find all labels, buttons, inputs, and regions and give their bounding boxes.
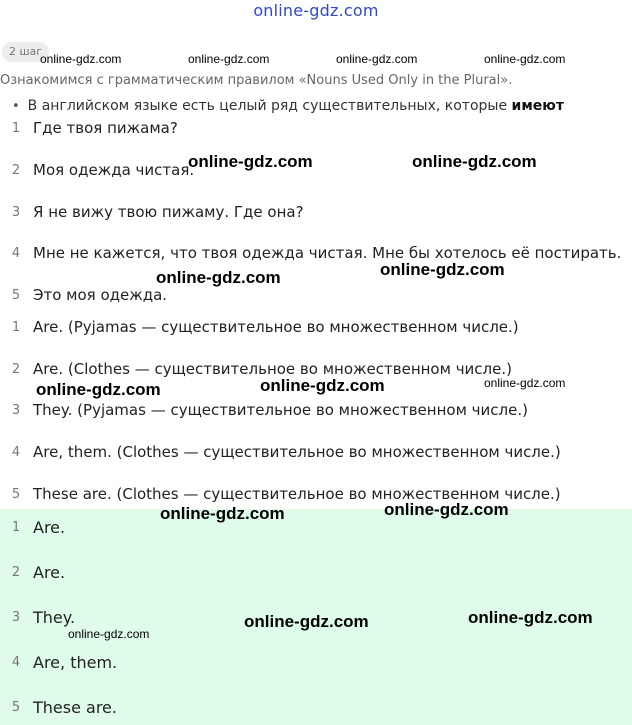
watermark: online-gdz.com bbox=[468, 608, 593, 627]
watermark: online-gdz.com bbox=[380, 260, 505, 279]
sentence-number: 1 bbox=[11, 121, 21, 136]
explanation-line: Are. (Clothes — существительное во множественном числе.) bbox=[33, 360, 512, 378]
answer-line: They. bbox=[33, 608, 76, 627]
watermark: online-gdz.com bbox=[412, 152, 537, 171]
explanation-number: 5 bbox=[11, 487, 21, 502]
answer-number: 2 bbox=[11, 565, 21, 580]
answer-line: Are. bbox=[33, 563, 66, 582]
explanation-line: They. (Pyjamas — существительное во множественном числе.) bbox=[33, 401, 528, 419]
bullet-text: В английском языке есть целый ряд существительных, которые bbox=[27, 98, 512, 114]
explanation-number: 3 bbox=[11, 403, 21, 418]
explanation-line: Are, them. (Clothes — существительное во множественном числе.) bbox=[33, 443, 561, 461]
answer-number: 1 bbox=[11, 520, 21, 535]
answer-number: 3 bbox=[11, 610, 21, 625]
watermark: online-gdz.com bbox=[40, 52, 122, 66]
watermark: online-gdz.com bbox=[36, 380, 161, 399]
sentence-number: 3 bbox=[11, 205, 21, 220]
watermark: online-gdz.com bbox=[260, 376, 385, 395]
rule-bullet bbox=[12, 98, 564, 114]
watermark: online-gdz.com bbox=[188, 152, 313, 171]
sentence-ru: Это моя одежда. bbox=[33, 286, 168, 304]
bullet-bold-text: имеют bbox=[511, 98, 565, 114]
bullet-dot-icon: • bbox=[12, 99, 20, 114]
site-title[interactable]: online-gdz.com bbox=[253, 1, 379, 20]
answer-line: These are. bbox=[33, 698, 117, 717]
sentence-number: 5 bbox=[11, 288, 21, 303]
sentence-number: 2 bbox=[11, 163, 21, 178]
sentence-ru: Я не вижу твою пижаму. Где она? bbox=[33, 203, 304, 221]
watermark: online-gdz.com bbox=[68, 627, 150, 641]
watermark: online-gdz.com bbox=[160, 504, 285, 523]
explanation-line: These are. (Clothes — существительное во множественном числе.) bbox=[33, 485, 561, 503]
watermark: online-gdz.com bbox=[336, 52, 418, 66]
answer-number: 4 bbox=[11, 655, 21, 670]
watermark: online-gdz.com bbox=[156, 268, 281, 287]
watermark: online-gdz.com bbox=[484, 52, 566, 66]
answer-line: Are, them. bbox=[33, 653, 118, 672]
sentence-number: 4 bbox=[11, 246, 21, 261]
explanation-number: 2 bbox=[11, 362, 21, 377]
sentence-ru: Где твоя пижама? bbox=[33, 119, 178, 137]
watermark: online-gdz.com bbox=[188, 52, 270, 66]
watermark: online-gdz.com bbox=[484, 376, 566, 390]
sentence-ru: Мне не кажется, что твоя одежда чистая. Мне бы хотелось её постирать. bbox=[33, 244, 622, 262]
step-badge: 2 шаг bbox=[2, 42, 49, 62]
sentence-ru: Моя одежда чистая. bbox=[33, 161, 195, 179]
answer-line: Are. bbox=[33, 518, 66, 537]
watermark: online-gdz.com bbox=[244, 612, 369, 631]
explanation-number: 4 bbox=[11, 445, 21, 460]
intro-text: Ознакомимся с грамматическим правилом «Nouns Used Only in the Plural». bbox=[0, 73, 513, 88]
explanation-number: 1 bbox=[11, 320, 21, 335]
watermark: online-gdz.com bbox=[384, 500, 509, 519]
explanation-line: Are. (Pyjamas — существительное во множественном числе.) bbox=[33, 318, 519, 336]
answer-number: 5 bbox=[11, 700, 21, 715]
